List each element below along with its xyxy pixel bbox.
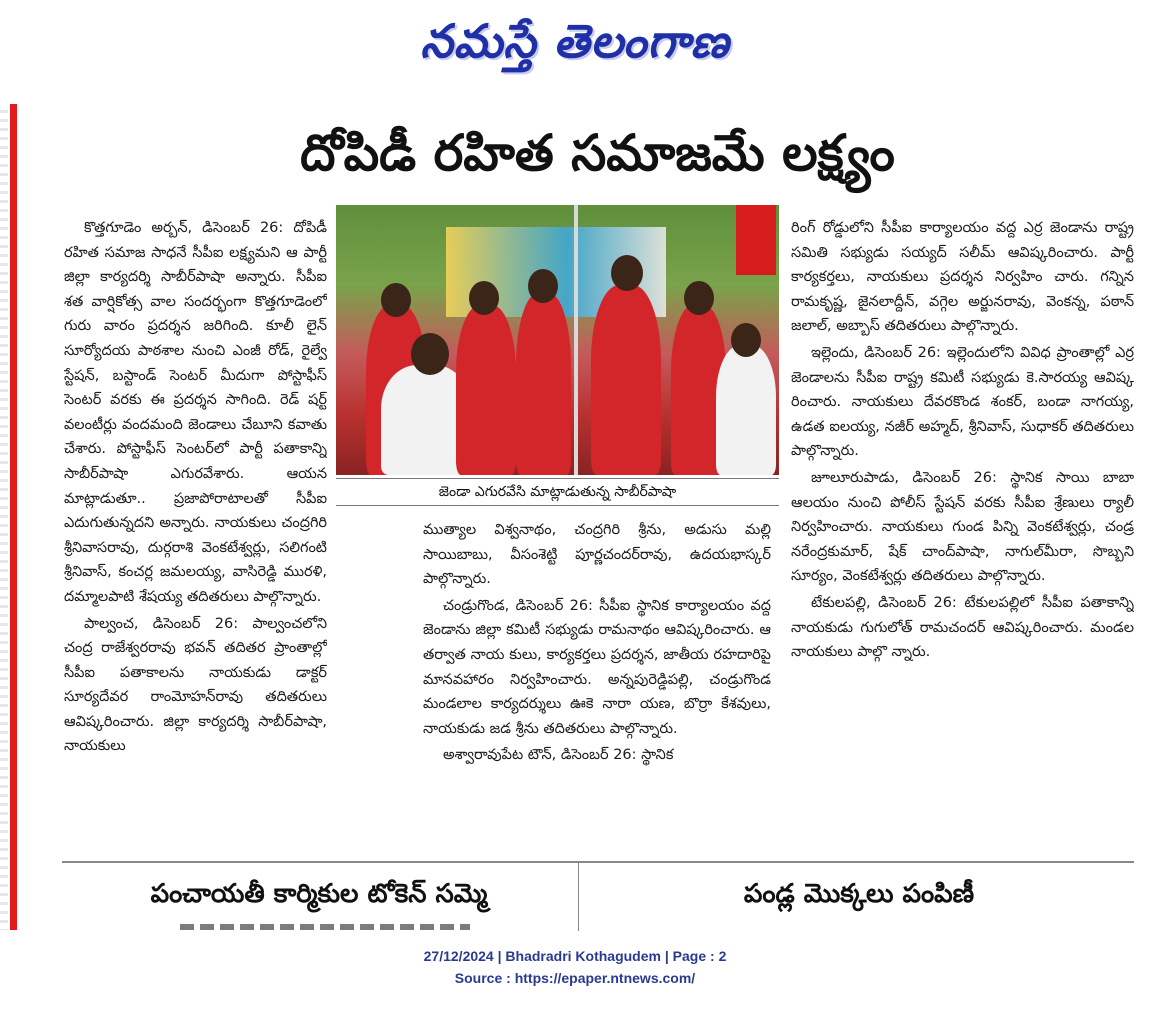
paragraph-yellandu: ఇల్లెందు, డిసెంబర్‌ 26: ఇల్లెందులోని వివిధ ప్రాంతాల్లో ఎర్ర జెండాలను సీపీఐ రాష్ట్ర కమిటీ సభ్యుడు కె.సారయ్య ఆవిష్క రించారు. నాయకులు దేవరకొండ శంకర్‌, బండా నాగయ్య, ఉడత ఐలయ్య, నజీర్‌ అహ్మద్‌, శ్రీనివాస్‌, సుధాకర్‌ తదితరులు పాల్గొన్నారు. [791, 344, 1134, 460]
paragraph-continuation: రింగ్‌ రోడ్డులోని సీపీఐ కార్యాలయం వద్ద ఎర్ర జెండాను రాష్ట్ర సమితి సభ్యుడు సయ్యద్‌ సలీమ్‌ ఆవిష్కరించారు. పార్టీ కార్యకర్తలు, నాయకులు ప్రదర్శన నిర్వహిం చారు. గన్నిన రామకృష్ణ, జైనలాద్దీన్‌, వగ్గెల అర్జునరావు, వెంకన్న, పఠాన్‌ జలాల్‌, అబ్బాస్‌ తదితరులు పాల్గొన్నారు. [791, 220, 1134, 335]
footer-source: Source : https://epaper.ntnews.com/ [454, 970, 696, 986]
photo-person-head [528, 269, 558, 303]
page-edge-strip [0, 104, 8, 930]
photo-flag [736, 205, 776, 275]
column-divider [578, 863, 579, 931]
photo-person-head [381, 283, 411, 317]
footer-date-edition: 27/12/2024 | Bhadradri Kothagudem | Page : 2 [423, 948, 727, 964]
photo-person-head [411, 333, 449, 375]
article-headline: దోపిడీ రహిత సమాజమే లక్ష్యం [300, 124, 895, 182]
paragraph-palvancha: పాల్వంచ, డిసెంబర్‌ 26: పాల్వంచలోని చంద్ర రాజేశ్వరరావు భవన్‌ తదితర ప్రాంతాల్లో సీపీఐ పతాకాలను నాయకుడు డాక్టర్‌ సూర్యదేవర రాంమోహన్‌రావు తదితరులు ఆవిష్కరించారు. జిల్లా కార్యదర్శి సాబీర్‌పాషా, నాయకులు [64, 615, 327, 755]
section-divider [62, 861, 1134, 863]
masthead-logo: నమస్తే తెలంగాణ [420, 14, 730, 68]
photo-person-head [469, 281, 499, 315]
paragraph-kothagudem: కొత్తగూడెం అర్బన్‌, డిసెంబర్‌ 26: దోపిడీ రహిత సమాజ సాధనే సీపీఐ లక్ష్యమని ఆ పార్టీ జిల్లా కార్యదర్శి సాబీర్‌పాషా అన్నారు. సీపీఐ శత వార్షికోత్స వాల సందర్భంగా కొత్తగూడెంలో గురు వారం ప్రదర్శన జరిగింది. కూలీ లైన్‌ సూర్యోదయ పాఠశాల నుంచి ఎంజీ రోడ్‌, రైల్వే స్టేషన్‌, బస్టాండ్‌ సెంటర్‌ మీదుగా పోస్టాఫీస్‌ సెంటర్‌ వరకు ఈ ప్రదర్శన సాగింది. రెడ్‌ షర్ట్‌ వలంటీర్లు వందమంది జెండాలు చేబూని కవాతు చేశారు. పోస్టాఫీస్‌ సెంటర్‌లో పార్టీ పతాకాన్ని సాబీర్‌పాషా ఎగురవేశారు. ఆయన మాట్లాడుతూ.. ప్రజాపోరాటాలతో సీపీఐ ఎదుగుతున్నదని అన్నారు. నాయకులు చంద్రగిరి శ్రీనివాసరావు, దుర్గరాశి వెంకటేశ్వర్లు, సలిగంటి శ్రీనివాస్‌, కంచర్ల జమలయ్య, వాసిరెడ్డి మురళి, దమ్మాలపాటి శేషయ్య తదితరులు పాల్గొన్నారు. [64, 220, 327, 605]
cut-off-text-line [180, 924, 470, 930]
photo-person [716, 345, 776, 475]
photo-person-head [611, 255, 643, 291]
paragraph-julurpad: జూలూరుపాడు, డిసెంబర్‌ 26: స్థానిక సాయి బాబా ఆలయం నుంచి పోలీస్‌ స్టేషన్‌ వరకు సీపీఐ శ్రేణులు ర్యాలీ నిర్వహించారు. నాయకులు గుండ పిన్ని వెంకటేశ్వర్లు, చండ్ర నరేంద్రకుమార్‌, షేక్‌ చాంద్‌పాషా, నాగుల్‌మీరా, సొబ్బని సూర్యం, వెంకటేశ్వర్లు తదితరులు పాల్గొన్నారు. [791, 469, 1134, 585]
article-column-1 [64, 216, 327, 856]
photo-caption: జెండా ఎగురవేసి మాట్లాడుతున్న సాబీర్‌పాషా [336, 478, 779, 506]
story-headline-right: పండ్ల మొక్కలు పంపిణీ [743, 879, 975, 909]
photo-person-head [684, 281, 714, 315]
article-column-3 [791, 216, 1134, 856]
paragraph-chandrugonda: చండ్రుగొండ, డిసెంబర్‌ 26: సీపీఐ స్థానిక కార్యాలయం వద్ద జెండాను జిల్లా కమిటీ సభ్యుడు రామనాథం ఆవిష్కరించారు. ఆ తర్వాత నాయ కులు, కార్యకర్తలు ప్రదర్శన, జాతీయ రహదారిపై మానవహారం నిర్వహించారు. అన్నపురెడ్డిపల్లి, చండ్రుగొండ మండలాల కార్యదర్శులు ఊకె నారా యణ, బొర్రా కేశవులు, నాయకుడు జడ శ్రీను తదితరులు పాల్గొన్నారు. [423, 597, 771, 737]
paragraph-aswaraopeta: అశ్వారావుపేట టౌన్‌, డిసెంబర్‌ 26: స్థానిక [443, 747, 674, 764]
article-column-2 [423, 518, 771, 856]
photo-person [456, 305, 516, 475]
news-photo [336, 205, 779, 475]
photo-person-head [731, 323, 761, 357]
paragraph-tekulapalli: టేకులపల్లి, డిసెంబర్‌ 26: టేకులపల్లిలో సీపీఐ పతాకాన్ని నాయకుడు గుగులోత్‌ రామచందర్‌ ఆవిష్కరించారు. మండల నాయకులు పాల్గొ న్నారు. [791, 594, 1134, 661]
photo-person [516, 293, 571, 475]
paragraph-continuation: ముత్యాల విశ్వనాథం, చంద్రగిరి శ్రీను, అడుసు మల్లి సాయిబాబు, వీసంశెట్టి పూర్ణచందర్‌రావు, ఉదయభాస్కర్‌ పాల్గొన్నారు. [423, 522, 771, 588]
story-headline-left: పంచాయతీ కార్మికుల టోకెన్‌ సమ్మె [150, 879, 488, 909]
photo-person [591, 285, 661, 475]
photo-flag-pole [574, 205, 578, 475]
accent-rule [10, 104, 17, 930]
